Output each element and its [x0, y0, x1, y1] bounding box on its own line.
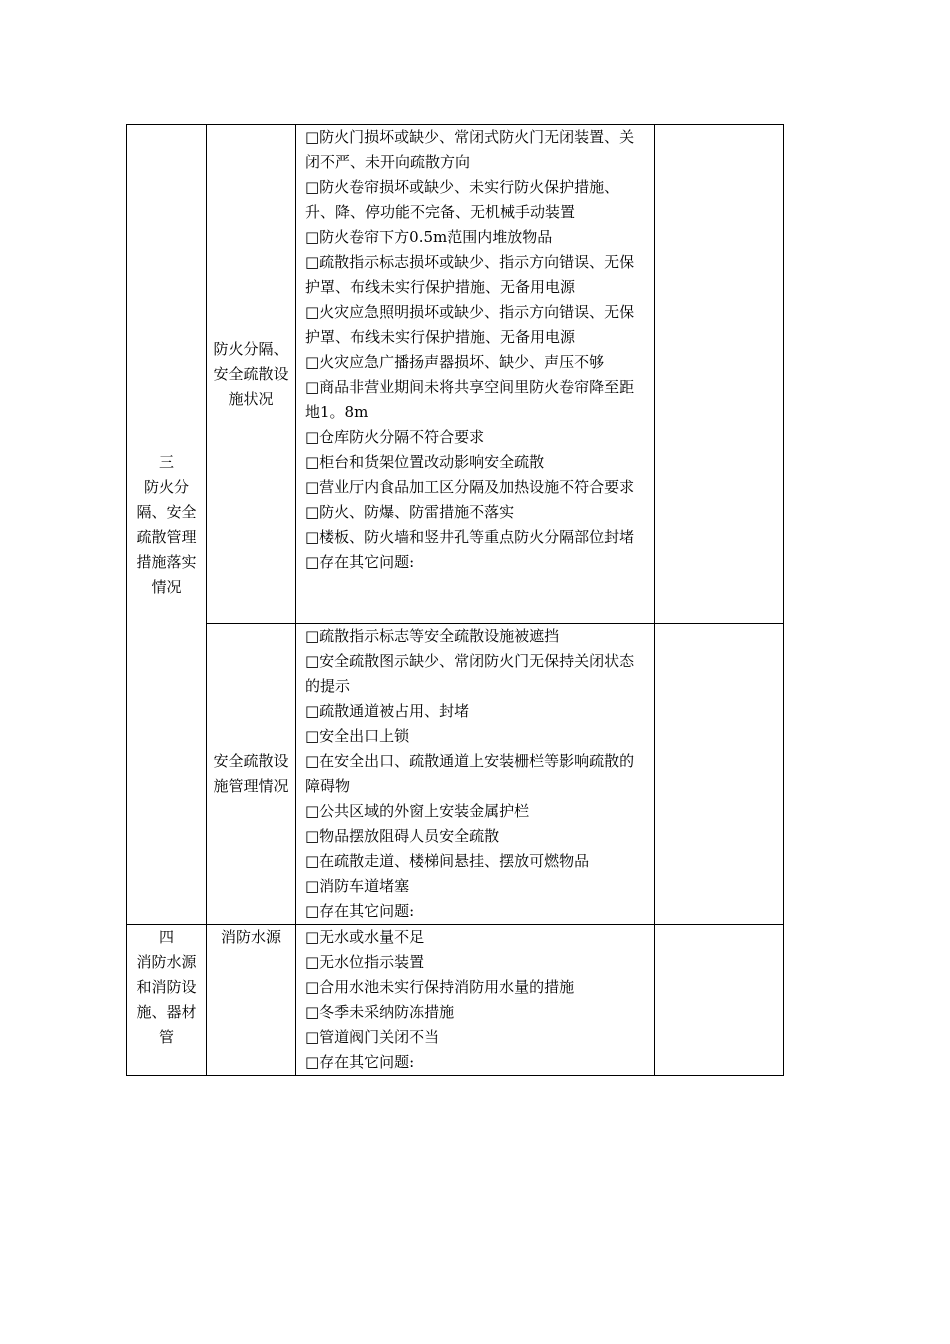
checklist-item[interactable]: □楼板、防火墙和竖井孔等重点防火分隔部位封堵 — [305, 528, 635, 546]
checklist-item[interactable]: □在疏散走道、楼梯间悬挂、摆放可燃物品 — [305, 852, 590, 870]
checklist-cell — [296, 925, 655, 1076]
checklist-item[interactable]: □火灾应急广播扬声器损坏、缺少、声压不够 — [305, 353, 605, 371]
checklist-item[interactable]: □消防车道堵塞 — [305, 877, 410, 895]
subcategory-title: 防火分隔、安全疏散设施状况 — [213, 339, 289, 408]
subcategory-cell — [207, 125, 296, 624]
checklist-item[interactable]: □仓库防火分隔不符合要求 — [305, 428, 485, 446]
table-row — [127, 624, 784, 925]
category-number: 三 — [158, 452, 174, 471]
checklist-item[interactable]: □无水或水量不足 — [305, 928, 425, 946]
remarks-cell[interactable] — [655, 925, 784, 1076]
category-cell — [127, 925, 207, 1076]
remarks-cell[interactable] — [655, 125, 784, 624]
checklist-item[interactable]: □防火卷帘损坏或缺少、未实行防火保护措施、升、降、停功能不完备、无机械手动装置 — [305, 178, 620, 221]
checklist-item[interactable]: □冬季未采纳防冻措施 — [305, 1003, 455, 1021]
checklist-item[interactable]: □存在其它问题: — [305, 553, 415, 571]
checklist-item[interactable]: □营业厅内食品加工区分隔及加热设施不符合要求 — [305, 478, 635, 496]
checklist-item[interactable]: □疏散指示标志损坏或缺少、指示方向错误、无保护罩、布线未实行保护措施、无备用电源 — [305, 253, 635, 296]
category-number: 四 — [158, 928, 174, 946]
table-row — [127, 925, 784, 1076]
checklist-cell — [296, 125, 655, 624]
table-row — [127, 125, 784, 624]
checklist-item[interactable]: □公共区域的外窗上安装金属护栏 — [305, 802, 530, 820]
checklist-item[interactable]: □管道阀门关闭不当 — [305, 1028, 440, 1046]
checklist-item[interactable]: □无水位指示装置 — [305, 953, 425, 971]
checklist-item[interactable]: □防火门损坏或缺少、常闭式防火门无闭装置、关闭不严、未开向疏散方向 — [305, 128, 635, 171]
checklist-item[interactable]: □存在其它问题: — [305, 1053, 415, 1071]
checklist-item[interactable]: □防火卷帘下方0.5m范围内堆放物品 — [305, 228, 553, 246]
subcategory-title: 安全疏散设施管理情况 — [213, 752, 289, 795]
checklist-item[interactable]: □物品摆放阻碍人员安全疏散 — [305, 827, 500, 845]
subcategory-cell — [207, 624, 296, 925]
checklist-item[interactable]: □商品非营业期间未将共享空间里防火卷帘降至距地1。8m — [305, 378, 635, 421]
category-cell — [127, 125, 207, 925]
checklist-item[interactable]: □安全出口上锁 — [305, 727, 410, 745]
remarks-cell[interactable] — [655, 624, 784, 925]
category-title: 消防水源和消防设施、器材管 — [136, 953, 197, 1046]
checklist-item[interactable]: □防火、防爆、防雷措施不落实 — [305, 503, 515, 521]
subcategory-cell — [207, 925, 296, 1076]
checklist-item[interactable]: □火灾应急照明损坏或缺少、指示方向错误、无保护罩、布线未实行保护措施、无备用电源 — [305, 303, 635, 346]
checklist-item[interactable]: □疏散指示标志等安全疏散设施被遮挡 — [305, 627, 560, 645]
checklist-item[interactable]: □在安全出口、疏散通道上安装栅栏等影响疏散的障碍物 — [305, 752, 635, 795]
checklist-item[interactable]: □疏散通道被占用、封堵 — [305, 702, 470, 720]
checklist-item[interactable]: □存在其它问题: — [305, 902, 415, 920]
subcategory-title: 消防水源 — [220, 928, 281, 946]
checklist-item[interactable]: □安全疏散图示缺少、常闭防火门无保持关闭状态的提示 — [305, 652, 635, 695]
category-title: 防火分隔、安全疏散管理措施落实情况 — [136, 477, 197, 596]
checklist-item[interactable]: □合用水池未实行保持消防用水量的措施 — [305, 978, 575, 996]
checklist-item[interactable]: □柜台和货架位置改动影响安全疏散 — [305, 453, 545, 471]
checklist-cell — [296, 624, 655, 925]
inspection-table — [126, 124, 784, 1076]
